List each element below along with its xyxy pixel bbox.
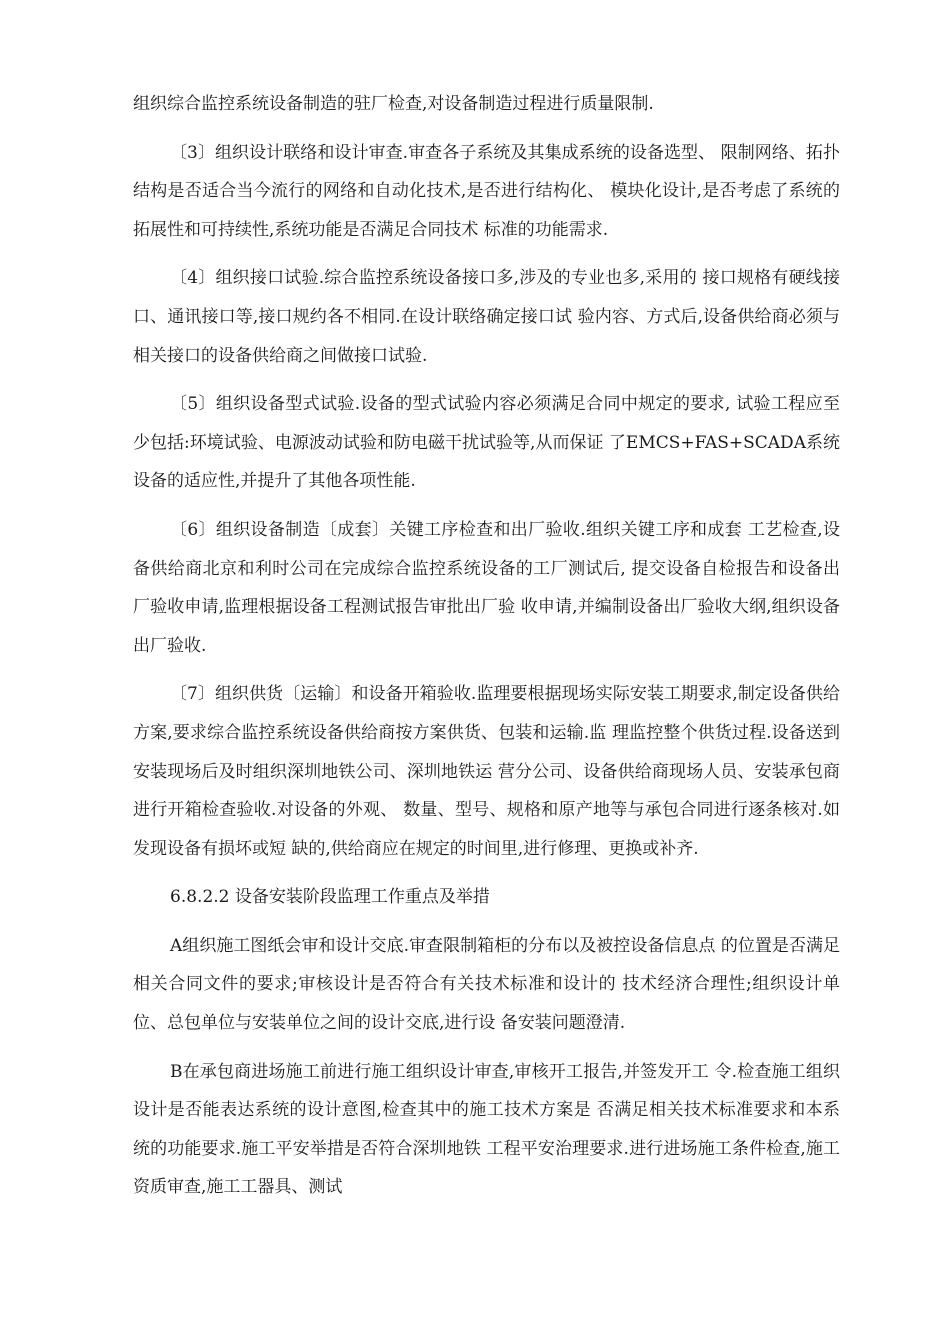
- paragraph-type-test: 〔5〕组织设备型式试验.设备的型式试验内容必须满足合同中规定的要求, 试验工程应至少包括:环境试验、电源波动试验和防电磁干扰试验等,从而保证 了EMCS+FAS+SCADA系统设备的适应性,并提升了其他各项性能.: [133, 394, 840, 492]
- document-body: [133, 85, 840, 1217]
- paragraph-drawing-review: A组织施工图纸会审和设计交底.审查限制箱柜的分布以及被控设备信息点 的位置是否满足相关合同文件的要求;审核设计是否符合有关技术标准和设计的 技术经济合理性;组织设计单位、总包单位与安装单位之间的设计交底,进行设 备安装问题澄清.: [133, 935, 840, 1034]
- paragraph-delivery-acceptance: 〔7〕组织供货〔运输〕和设备开箱验收.监理要根据现场实际安装工期要求,制定设备供给方案,要求综合监控系统设备供给商按方案供货、包装和运输.监 理监控整个供货过程.设备送到安装现场后及时组织深圳地铁公司、深圳地铁运 营分公司、设备供给商现场人员、安装承包商进行开箱检查验收.对设备的外观、 数量、型号、规格和原产地等与承包合同进行逐条核对.如发现设备有损坏或短 缺的,供给商应在规定的时间里,进行修理、更换或补齐.: [133, 684, 840, 859]
- paragraph-factory-acceptance: 〔6〕组织设备制造〔成套〕关键工序检查和出厂验收.组织关键工序和成套 工艺检查,设备供给商北京和利时公司在完成综合监控系统设备的工厂测试后, 提交设备自检报告和设备出厂验收申请,监理根据设备工程测试报告审批出厂验 收申请,并编制设备出厂验收大纲,组织设备出厂验收.: [133, 519, 840, 656]
- paragraph-interface-test: 〔4〕组织接口试验.综合监控系统设备接口多,涉及的专业也多,采用的 接口规格有硬线接口、通讯接口等,接口规约各不相同.在设计联络确定接口试 验内容、方式后,设备供给商必须与相关接口的设备供给商之间做接口试验.: [133, 268, 840, 366]
- paragraph-factory-inspection: 组织综合监控系统设备制造的驻厂检查,对设备制造过程进行质量限制.: [133, 94, 654, 114]
- section-heading: 6.8.2.2 设备安装阶段监理工作重点及举措: [170, 887, 490, 908]
- paragraph-design-review: 〔3〕组织设计联络和设计审查.审查各子系统及其集成系统的设备选型、 限制网络、拓扑结构是否适合当今流行的网络和自动化技术,是否进行结构化、 模块化设计,是否考虑了系统的拓展性和可持续性,系统功能是否满足合同技术 标准的功能需求.: [133, 142, 840, 240]
- paragraph-construction-review: B在承包商进场施工前进行施工组织设计审查,审核开工报告,并签发开工 令.检查施工组织设计是否能表达系统的设计意图,检查其中的施工技术方案是 否满足相关技术标准要求和本系统的功能要求.施工平安举措是否符合深圳地铁 工程平安治理要求.进行进场施工条件检查,施工资质审查,施工工器具、测试: [133, 1061, 840, 1198]
